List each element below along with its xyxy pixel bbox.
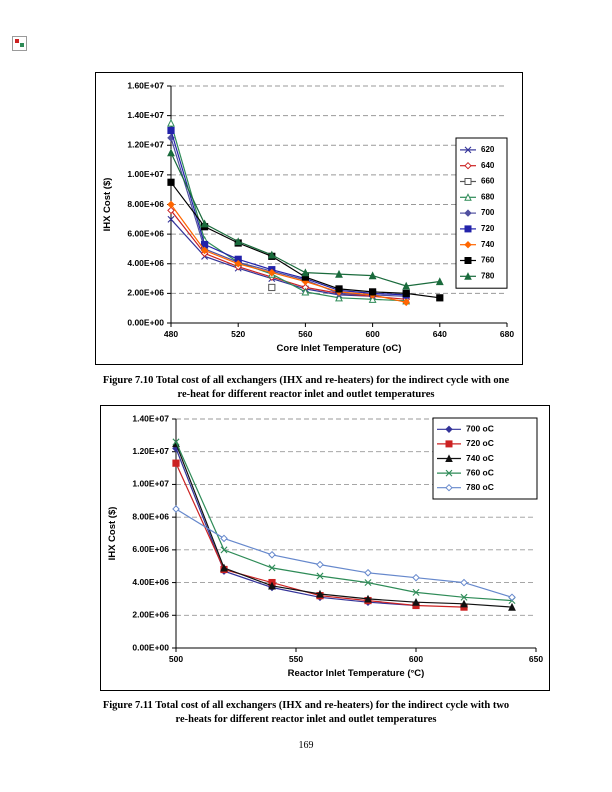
legend-label: 760 oC bbox=[466, 467, 494, 478]
y-axis-title: IHX Cost ($) bbox=[107, 506, 118, 561]
x-axis-title: Core Inlet Temperature (oC) bbox=[276, 343, 402, 354]
legend bbox=[456, 138, 507, 288]
x-tick-label: 520 bbox=[231, 329, 246, 339]
y-tick-label: 2.00E+06 bbox=[132, 609, 169, 620]
caption-line: Figure 7.10 Total cost of all exchangers (IHX and re-heaters) for the indirect cycle with one bbox=[102, 375, 510, 386]
x-tick-label: 500 bbox=[168, 654, 184, 664]
y-tick-label: 8.00E+06 bbox=[127, 198, 164, 209]
icon-red-dot bbox=[15, 39, 19, 43]
legend-label: 700 oC bbox=[466, 423, 494, 434]
y-tick-label: 1.40E+07 bbox=[132, 413, 169, 424]
x-tick-label: 600 bbox=[408, 654, 424, 664]
y-tick-label: 1.00E+07 bbox=[127, 169, 164, 180]
y-tick-label: 0.00E+00 bbox=[132, 642, 169, 653]
y-tick-label: 1.40E+07 bbox=[127, 109, 164, 120]
x-tick-label: 650 bbox=[528, 654, 544, 664]
page-number: 169 bbox=[298, 740, 314, 751]
ihx-cost-vs-reactor-inlet-temp-chart bbox=[101, 406, 549, 690]
legend bbox=[433, 418, 537, 499]
y-axis-title: IHX Cost ($) bbox=[102, 177, 113, 232]
legend-label: 720 oC bbox=[466, 438, 494, 449]
figure-7-11-chart bbox=[100, 405, 550, 691]
legend-label: 740 bbox=[481, 239, 495, 249]
caption-line: re-heat for different reactor inlet and outlet temperatures bbox=[177, 389, 435, 400]
series-660 bbox=[269, 284, 275, 290]
figure-7-10-caption bbox=[0, 374, 612, 402]
x-tick-label: 550 bbox=[288, 654, 304, 664]
legend-label: 780 bbox=[481, 271, 495, 281]
x-tick-label: 600 bbox=[365, 329, 380, 339]
series-780-oC bbox=[173, 506, 515, 601]
figure-7-10-chart bbox=[95, 72, 523, 365]
x-tick-label: 680 bbox=[499, 329, 515, 339]
legend-label: 720 bbox=[481, 224, 495, 234]
series-780 bbox=[168, 150, 443, 290]
y-tick-label: 0.00E+00 bbox=[127, 317, 164, 328]
y-tick-label: 6.00E+06 bbox=[127, 228, 164, 239]
caption-line: Figure 7.11 Total cost of all exchangers (IHX and re-heaters) for the indirect cycle with two bbox=[102, 700, 510, 711]
legend-label: 780 oC bbox=[466, 481, 494, 492]
y-tick-label: 1.20E+07 bbox=[127, 139, 164, 150]
y-tick-label: 8.00E+06 bbox=[132, 511, 169, 522]
x-tick-label: 560 bbox=[298, 329, 313, 339]
y-tick-label: 2.00E+06 bbox=[127, 287, 164, 298]
legend-label: 680 bbox=[481, 192, 495, 202]
y-tick-label: 1.20E+07 bbox=[132, 445, 169, 456]
y-tick-label: 6.00E+06 bbox=[132, 544, 169, 555]
y-tick-label: 1.00E+07 bbox=[132, 478, 169, 489]
legend-label: 620 bbox=[481, 145, 495, 155]
legend-label: 760 bbox=[481, 255, 495, 265]
legend-label: 740 oC bbox=[466, 452, 494, 463]
series-700-oC bbox=[173, 445, 419, 608]
legend-label: 700 bbox=[481, 208, 495, 218]
y-tick-label: 4.00E+06 bbox=[127, 258, 164, 268]
legend-label: 660 bbox=[481, 176, 495, 186]
ihx-cost-vs-core-inlet-temp-chart bbox=[96, 73, 522, 364]
y-tick-label: 4.00E+06 bbox=[132, 576, 169, 587]
x-tick-label: 480 bbox=[163, 329, 179, 339]
x-axis-title: Reactor Inlet Temperature (°C) bbox=[287, 668, 425, 679]
broken-image-icon bbox=[12, 36, 27, 51]
legend-label: 640 bbox=[481, 160, 495, 170]
caption-line: re-heats for different reactor inlet and outlet temperatures bbox=[175, 714, 437, 725]
figure-7-11-caption bbox=[0, 699, 612, 727]
y-tick-label: 1.60E+07 bbox=[127, 80, 164, 91]
icon-green-dot bbox=[20, 43, 24, 47]
x-tick-label: 640 bbox=[432, 329, 447, 339]
